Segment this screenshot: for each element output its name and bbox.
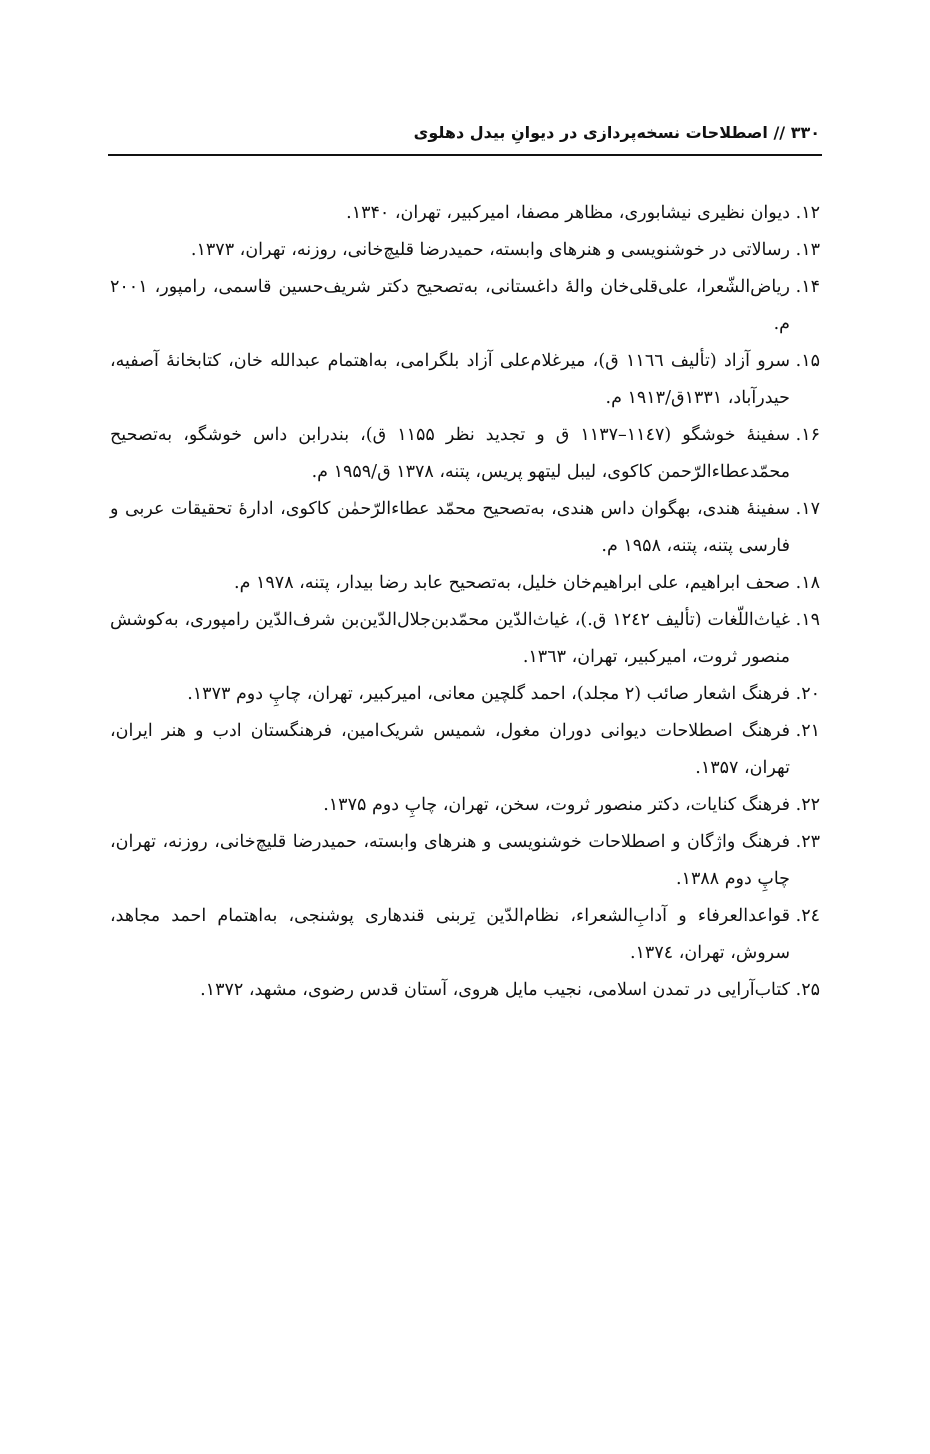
reference-number: ۲۵.	[795, 980, 820, 1000]
reference-text: سرو آزاد (تألیف ۱۱٦٦ ق)، میرغلام‌علی آزاد بلگرامی، به‌اهتمام عبدالله خان، کتابخانهٔ آصفیه، حیدرآباد، ۱۳۳۱ق/۱۹۱۳ م.	[110, 351, 790, 408]
reference-item	[110, 898, 820, 972]
reference-item	[110, 195, 820, 232]
reference-text: ریاض‌الشّعرا، علی‌قلی‌خان والهٔ داغستانی، به‌تصحیح دکتر شریف‌حسین قاسمی، رامپور، ۲۰۰۱ م.	[110, 277, 790, 334]
header-rule	[108, 154, 822, 156]
reference-number: ۱۹.	[795, 610, 820, 630]
reference-text: فرهنگ اصطلاحات دیوانی دوران مغول، شمیس شریک‌امین، فرهنگستان ادب و هنر ایران، تهران، ۱۳۵۷.	[110, 721, 790, 778]
reference-item	[110, 491, 820, 565]
reference-number: ۱۸.	[795, 573, 820, 593]
reference-number: ۲۳.	[795, 832, 820, 852]
reference-item	[110, 417, 820, 491]
reference-text: رسالاتی در خوشنویسی و هنرهای وابسته، حمیدرضا قلیچ‌خانی، روزنه، تهران، ۱۳۷۳.	[190, 240, 790, 260]
reference-text: صحف ابراهیم، علی ابراهیم‌خان خلیل، به‌تصحیح عابد رضا بیدار، پتنه، ۱۹۷۸ م.	[234, 573, 790, 593]
reference-text: فرهنگ اشعار صائب (۲ مجلد)، احمد گلچین معانی، امیرکبیر، تهران، چاپِ دوم ۱۳۷۳.	[187, 684, 790, 704]
reference-number: ۲۲.	[795, 795, 820, 815]
reference-number: ۱۶.	[795, 425, 820, 445]
reference-text: سفینهٔ هندی، بهگوان داس هندی، به‌تصحیح محمّد عطاءالرّحمٰن کاکوی، ادارهٔ تحقیقات عربی و فارسی پتنه، پتنه، ۱۹۵۸ م.	[110, 499, 790, 556]
reference-item	[110, 972, 820, 1009]
reference-text: فرهنگ کنایات، دکتر منصور ثروت، سخن، تهران، چاپِ دوم ۱۳۷۵.	[323, 795, 790, 815]
reference-number: ۲۰.	[795, 684, 820, 704]
reference-item	[110, 602, 820, 676]
reference-number: ۲٤.	[795, 906, 820, 926]
reference-text: قواعدالعرفاء و آدابِ‌الشعراء، نظام‌الدّین تِربنی قندهاری پوشنجی، به‌اهتمام احمد مجاهد، سروش، تهران، ۱۳۷٤.	[110, 906, 790, 963]
reference-item	[110, 787, 820, 824]
reference-number: ۱۲.	[795, 203, 820, 223]
reference-item	[110, 676, 820, 713]
reference-number: ۱۳.	[795, 240, 820, 260]
reference-item	[110, 269, 820, 343]
reference-item	[110, 232, 820, 269]
reference-item	[110, 824, 820, 898]
reference-text: غیاث‌اللّغات (تألیف ۱۲٤۲ ق.)، غیاث‌الدّین محمّدبن‌جلال‌الدّین‌بن شرف‌الدّین رامپوری، به‌کوشش منصور ثروت، امیرکبیر، تهران، ۱۳٦۳.	[110, 610, 790, 667]
reference-text: فرهنگ واژگان و اصطلاحات خوشنویسی و هنرهای وابسته، حمیدرضا قلیچ‌خانی، روزنه، تهران، چاپِ دوم ۱۳۸۸.	[110, 832, 790, 889]
reference-list	[110, 195, 820, 1009]
reference-number: ۲۱.	[795, 721, 820, 741]
reference-text: سفینهٔ خوشگو (۱۱٤۷–۱۱۳۷ ق و تجدید نظر ۱۱۵۵ ق)، بندرابن داس خوشگو، به‌تصحیح محمّدعطاءالرّحمن کاکوی، لیبل لیتهو پریس، پتنه، ۱۳۷۸ ق/۱۹۵۹ م.	[110, 425, 790, 482]
reference-number: ۱۵.	[795, 351, 820, 371]
reference-number: ۱۴.	[795, 277, 820, 297]
reference-item	[110, 713, 820, 787]
reference-number: ۱۷.	[795, 499, 820, 519]
reference-text: کتاب‌آرایی در تمدن اسلامی، نجیب مایل هروی، آستان قدس رضوی، مشهد، ۱۳۷۲.	[200, 980, 790, 1000]
running-header: ۳۳۰ // اصطلاحات نسخه‌پردازی در دیوانِ بیدل دهلوی	[413, 123, 820, 142]
reference-item	[110, 343, 820, 417]
reference-item	[110, 565, 820, 602]
reference-text: دیوان نظیری نیشابوری، مظاهر مصفا، امیرکبیر، تهران، ۱۳۴۰.	[346, 203, 790, 223]
